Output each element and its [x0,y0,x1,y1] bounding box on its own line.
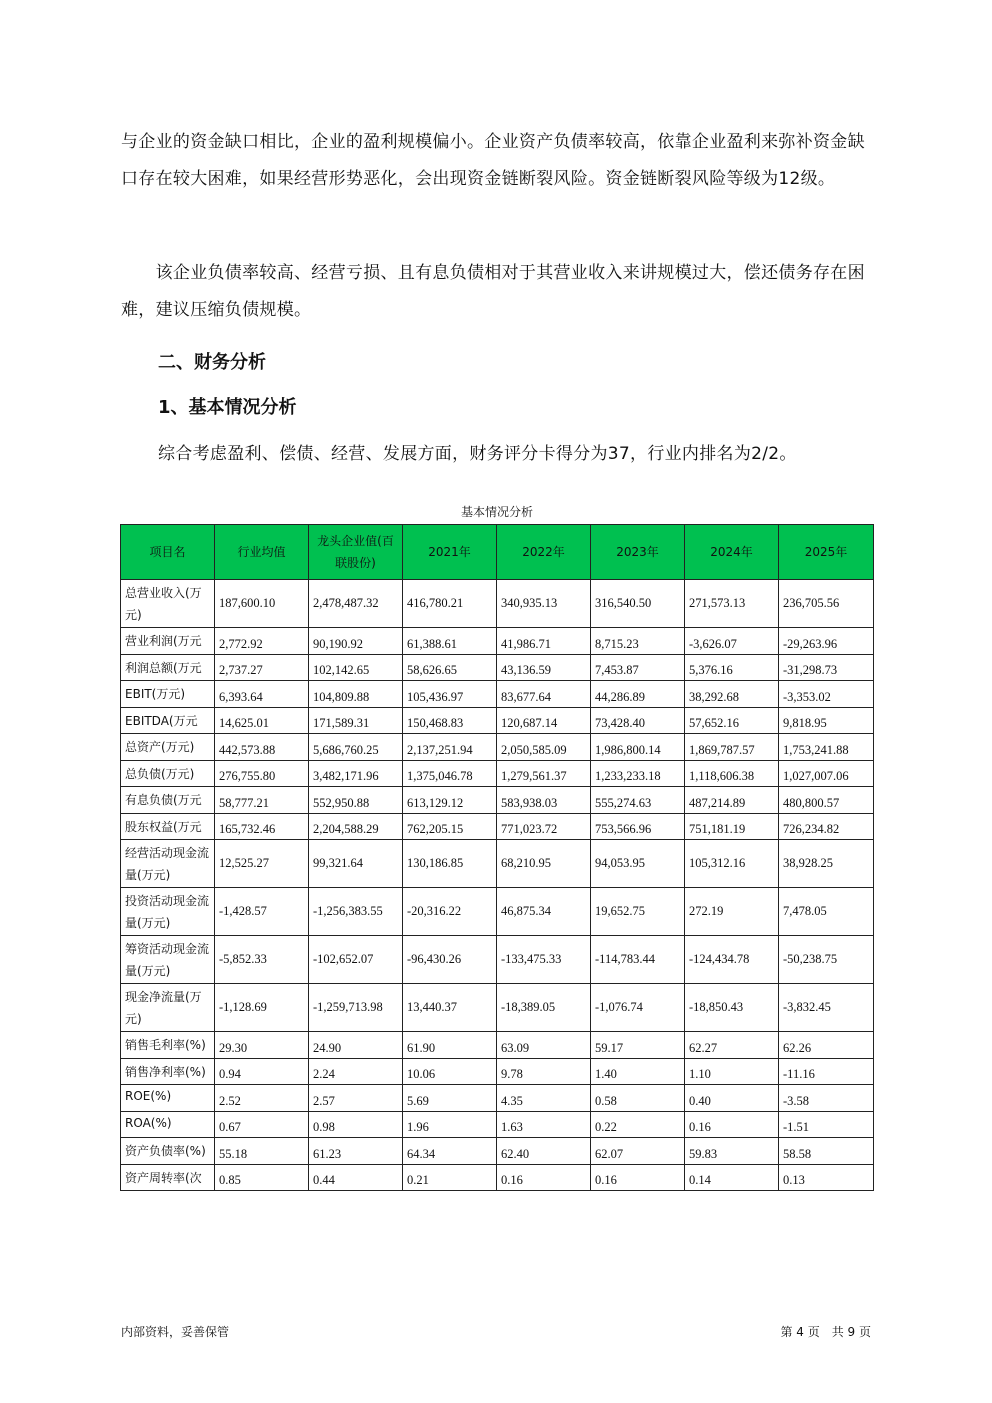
table-cell: -5,852.33 [215,936,309,984]
table-row [121,628,874,655]
table-cell: 44,286.89 [591,681,685,708]
table-row [121,1032,874,1059]
table-cell: 0.98 [309,1111,403,1138]
table-cell: 7,478.05 [779,888,874,936]
table-cell: 68,210.95 [497,840,591,888]
table-row [121,681,874,708]
paragraph-debt-advice: 该企业负债率较高、经营亏损、且有息负债相对于其营业收入来讲规模过大，偿还债务存在困难，建议压缩负债规模。 [121,263,865,320]
table-cell: 7,453.87 [591,654,685,681]
table-cell: 4.35 [497,1085,591,1112]
table-cell: 105,312.16 [685,840,779,888]
table-cell: 1,233,233.18 [591,760,685,787]
table-cell: 63.09 [497,1032,591,1059]
table-cell: 2,772.92 [215,628,309,655]
table-cell: 13,440.37 [403,984,497,1032]
table-cell: -18,850.43 [685,984,779,1032]
table-cell: 62.27 [685,1032,779,1059]
table-cell: 102,142.65 [309,654,403,681]
table-cell: 2,478,487.32 [309,580,403,628]
table-cell: 416,780.21 [403,580,497,628]
table-cell: 104,809.88 [309,681,403,708]
table-cell: 271,573.13 [685,580,779,628]
table-cell: 171,589.31 [309,707,403,734]
table-cell: 555,274.63 [591,787,685,814]
row-label: 有息负债(万元 [121,787,215,814]
header-2024: 2024年 [685,525,779,580]
header-2025: 2025年 [779,525,874,580]
table-cell: 59.17 [591,1032,685,1059]
table-cell: 753,566.96 [591,813,685,840]
table-cell: -11.16 [779,1058,874,1085]
table-row [121,787,874,814]
table-cell: 771,023.72 [497,813,591,840]
table-cell: 1,118,606.38 [685,760,779,787]
row-label: 资产负债率(%) [121,1138,215,1165]
table-cell: 0.40 [685,1085,779,1112]
table-cell: 1,869,787.57 [685,734,779,761]
row-label: 投资活动现金流量(万元) [121,888,215,936]
table-cell: 38,928.25 [779,840,874,888]
table-cell: 99,321.64 [309,840,403,888]
summary-text: 综合考虑盈利、偿债、经营、发展方面，财务评分卡得分为37，行业内排名为2/2。 [158,444,797,464]
table-cell: 19,652.75 [591,888,685,936]
table-cell: 0.67 [215,1111,309,1138]
table-cell: 2.52 [215,1085,309,1112]
table-cell: 1,753,241.88 [779,734,874,761]
table-cell: -1,259,713.98 [309,984,403,1032]
table-cell: 41,986.71 [497,628,591,655]
table-cell: -3.58 [779,1085,874,1112]
paragraph-funding-gap: 与企业的资金缺口相比，企业的盈利规模偏小。企业资产负债率较高，依靠企业盈利来弥补资金缺口存在较大困难，如果经营形势恶化，会出现资金链断裂风险。资金链断裂风险等级为12级。 [121,132,865,189]
table-cell: 1.10 [685,1058,779,1085]
table-cell: 583,938.03 [497,787,591,814]
table-cell: 2.57 [309,1085,403,1112]
table-cell: 61.90 [403,1032,497,1059]
table-row [121,1058,874,1085]
table-cell: 9,818.95 [779,707,874,734]
table-row [121,1138,874,1165]
table-cell: 552,950.88 [309,787,403,814]
table-row [121,1085,874,1112]
table-cell: 0.94 [215,1058,309,1085]
table-cell: 762,205.15 [403,813,497,840]
table-cell: 90,190.92 [309,628,403,655]
table-cell: 14,625.01 [215,707,309,734]
table-cell: 480,800.57 [779,787,874,814]
header-2022: 2022年 [497,525,591,580]
table-cell: 94,053.95 [591,840,685,888]
table-row [121,1111,874,1138]
table-cell: 751,181.19 [685,813,779,840]
row-label: EBIT(万元) [121,681,215,708]
table-cell: 1,986,800.14 [591,734,685,761]
table-cell: 1.40 [591,1058,685,1085]
table-cell: -1.51 [779,1111,874,1138]
table-cell: -31,298.73 [779,654,874,681]
header-2021: 2021年 [403,525,497,580]
table-cell: 340,935.13 [497,580,591,628]
table-cell: -114,783.44 [591,936,685,984]
row-label: 资产周转率(次 [121,1164,215,1191]
financial-table [120,524,874,1191]
table-row [121,734,874,761]
table-cell: 2,050,585.09 [497,734,591,761]
table-cell: 613,129.12 [403,787,497,814]
table-cell: 73,428.40 [591,707,685,734]
table-cell: -3,626.07 [685,628,779,655]
row-label: 利润总额(万元 [121,654,215,681]
table-cell: 0.14 [685,1164,779,1191]
row-label: 现金净流量(万元) [121,984,215,1032]
row-label: 总营业收入(万元) [121,580,215,628]
table-cell: 0.44 [309,1164,403,1191]
table-cell: 1,375,046.78 [403,760,497,787]
table-cell: 1,027,007.06 [779,760,874,787]
table-cell: 62.07 [591,1138,685,1165]
table-cell: -133,475.33 [497,936,591,984]
table-cell: 2.24 [309,1058,403,1085]
table-cell: 272.19 [685,888,779,936]
header-leader-value: 龙头企业值(百联股份) [309,525,403,580]
table-cell: -3,353.02 [779,681,874,708]
table-cell: 59.83 [685,1138,779,1165]
table-cell: 58.58 [779,1138,874,1165]
table-cell: 62.26 [779,1032,874,1059]
table-cell: 120,687.14 [497,707,591,734]
table-header-row [121,525,874,580]
table-cell: 2,737.27 [215,654,309,681]
table-cell: 5,686,760.25 [309,734,403,761]
table-cell: 12,525.27 [215,840,309,888]
table-cell: -50,238.75 [779,936,874,984]
row-label: 股东权益(万元 [121,813,215,840]
table-cell: -20,316.22 [403,888,497,936]
table-cell: 29.30 [215,1032,309,1059]
table-cell: -102,652.07 [309,936,403,984]
table-cell: 5.69 [403,1085,497,1112]
table-cell: 61.23 [309,1138,403,1165]
table-cell: 2,137,251.94 [403,734,497,761]
table-cell: 726,234.82 [779,813,874,840]
table-cell: -1,256,383.55 [309,888,403,936]
table-cell: 8,715.23 [591,628,685,655]
table-cell: -1,128.69 [215,984,309,1032]
footer-confidential: 内部资料，妥善保管 [121,1325,230,1339]
table-cell: 55.18 [215,1138,309,1165]
table-row [121,840,874,888]
table-cell: 58,777.21 [215,787,309,814]
table-cell: 487,214.89 [685,787,779,814]
table-cell: 0.21 [403,1164,497,1191]
table-cell: 64.34 [403,1138,497,1165]
table-cell: 0.58 [591,1085,685,1112]
table-cell: 0.13 [779,1164,874,1191]
table-cell: 9.78 [497,1058,591,1085]
table-cell: 130,186.85 [403,840,497,888]
table-cell: -1,428.57 [215,888,309,936]
table-row [121,707,874,734]
table-cell: 150,468.83 [403,707,497,734]
table-cell: -1,076.74 [591,984,685,1032]
row-label: ROE(%) [121,1085,215,1112]
table-cell: 1.63 [497,1111,591,1138]
table-cell: 62.40 [497,1138,591,1165]
table-cell: 24.90 [309,1032,403,1059]
table-cell: 276,755.80 [215,760,309,787]
table-cell: 2,204,588.29 [309,813,403,840]
table-caption: 基本情况分析 [460,505,533,519]
table-cell: 0.85 [215,1164,309,1191]
table-cell: -124,434.78 [685,936,779,984]
row-label: 总资产(万元) [121,734,215,761]
table-cell: 57,652.16 [685,707,779,734]
table-cell: 5,376.16 [685,654,779,681]
table-cell: -96,430.26 [403,936,497,984]
table-cell: 0.16 [685,1111,779,1138]
table-row [121,1164,874,1191]
row-label: 筹资活动现金流量(万元) [121,936,215,984]
table-cell: 236,705.56 [779,580,874,628]
row-label: 销售净利率(%) [121,1058,215,1085]
row-label: 销售毛利率(%) [121,1032,215,1059]
table-cell: 10.06 [403,1058,497,1085]
table-cell: 187,600.10 [215,580,309,628]
table-row [121,760,874,787]
table-cell: 105,436.97 [403,681,497,708]
footer-page-number: 第 4 页 共 9 页 [780,1325,871,1339]
table-row [121,813,874,840]
table-cell: 316,540.50 [591,580,685,628]
subsection-heading: 1、基本情况分析 [158,397,297,418]
table-cell: 0.16 [497,1164,591,1191]
table-cell: 0.22 [591,1111,685,1138]
table-cell: -29,263.96 [779,628,874,655]
table-cell: 83,677.64 [497,681,591,708]
table-cell: 1,279,561.37 [497,760,591,787]
row-label: ROA(%) [121,1111,215,1138]
section-heading: 二、财务分析 [158,352,266,373]
table-cell: 46,875.34 [497,888,591,936]
table-cell: 165,732.46 [215,813,309,840]
row-label: EBITDA(万元 [121,707,215,734]
table-row [121,936,874,984]
table-body [121,580,874,1191]
table-row [121,984,874,1032]
table-cell: 1.96 [403,1111,497,1138]
table-cell: 3,482,171.96 [309,760,403,787]
table-cell: 442,573.88 [215,734,309,761]
table-cell: 38,292.68 [685,681,779,708]
table-cell: -18,389.05 [497,984,591,1032]
table-cell: -3,832.45 [779,984,874,1032]
table-cell: 43,136.59 [497,654,591,681]
row-label: 经营活动现金流量(万元) [121,840,215,888]
header-item-name: 项目名 [121,525,215,580]
table-row [121,654,874,681]
table-cell: 61,388.61 [403,628,497,655]
table-cell: 58,626.65 [403,654,497,681]
header-2023: 2023年 [591,525,685,580]
table-row [121,580,874,628]
row-label: 营业利润(万元 [121,628,215,655]
table-row [121,888,874,936]
table-cell: 0.16 [591,1164,685,1191]
header-industry-avg: 行业均值 [215,525,309,580]
table-cell: 6,393.64 [215,681,309,708]
row-label: 总负债(万元) [121,760,215,787]
